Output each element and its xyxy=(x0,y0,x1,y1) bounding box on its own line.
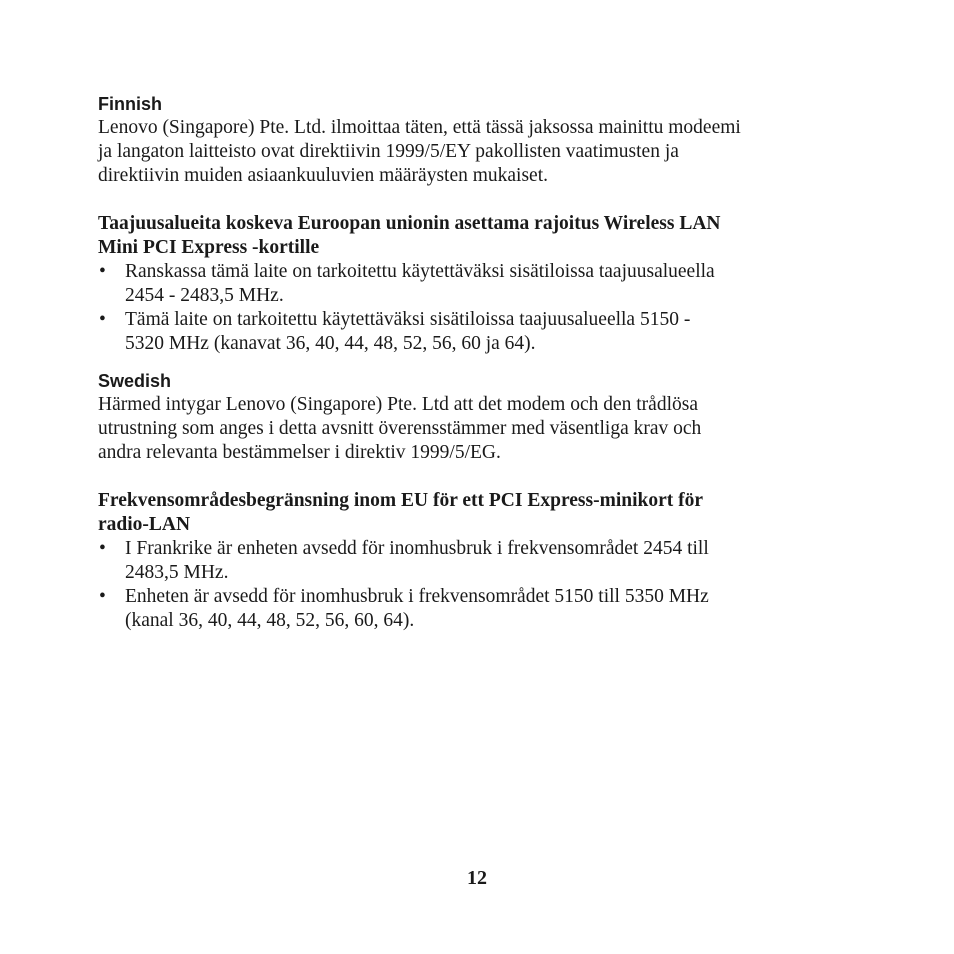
bullet-icon: • xyxy=(99,309,106,330)
swedish-paragraph-line: andra relevanta bestämmelser i direktiv 1999/5/EG. xyxy=(98,442,501,463)
list-item-line: Enheten är avsedd för inomhusbruk i frekvensområdet 5150 till 5350 MHz xyxy=(125,586,709,607)
swedish-paragraph xyxy=(98,393,868,465)
finnish-subheading xyxy=(98,212,868,260)
list-item xyxy=(98,308,868,356)
swedish-subheading-line: radio-LAN xyxy=(98,514,191,535)
finnish-heading: Finnish xyxy=(98,94,162,114)
list-item xyxy=(98,260,868,308)
document-page xyxy=(98,93,868,633)
swedish-paragraph-line: Härmed intygar Lenovo (Singapore) Pte. Ltd att det modem och den trådlösa xyxy=(98,394,698,415)
list-item-line: 2483,5 MHz. xyxy=(125,562,229,583)
list-item xyxy=(98,585,868,633)
finnish-paragraph xyxy=(98,116,868,188)
swedish-section xyxy=(98,370,868,633)
page-number: 12 xyxy=(467,867,487,889)
list-item-line: I Frankrike är enheten avsedd för inomhusbruk i frekvensområdet 2454 till xyxy=(125,538,709,559)
finnish-paragraph-line: ja langaton laitteisto ovat direktiivin 1999/5/EY pakollisten vaatimusten ja xyxy=(98,141,679,162)
swedish-paragraph-line: utrustning som anges i detta avsnitt överensstämmer med väsentliga krav och xyxy=(98,418,702,439)
swedish-heading: Swedish xyxy=(98,371,172,391)
swedish-bullet-list xyxy=(98,537,868,633)
swedish-subheading xyxy=(98,489,868,537)
finnish-paragraph-line: direktiivin muiden asiaankuuluvien määräysten mukaiset. xyxy=(98,165,549,186)
finnish-bullet-list xyxy=(98,260,868,356)
list-item-line: 5320 MHz (kanavat 36, 40, 44, 48, 52, 56, 60 ja 64). xyxy=(125,333,536,354)
list-item-line: (kanal 36, 40, 44, 48, 52, 56, 60, 64). xyxy=(125,610,415,631)
list-item-line: 2454 - 2483,5 MHz. xyxy=(125,285,284,306)
list-item-line: Ranskassa tämä laite on tarkoitettu käytettäväksi sisätiloissa taajuusalueella xyxy=(125,261,715,282)
finnish-subheading-line: Taajuusalueita koskeva Euroopan unionin asettama rajoitus Wireless LAN xyxy=(98,213,721,234)
bullet-icon: • xyxy=(99,586,106,607)
finnish-subheading-line: Mini PCI Express -kortille xyxy=(98,237,320,258)
bullet-icon: • xyxy=(99,261,106,282)
spacer xyxy=(98,465,868,489)
spacer xyxy=(98,356,868,370)
finnish-paragraph-line: Lenovo (Singapore) Pte. Ltd. ilmoittaa täten, että tässä jaksossa mainittu modeemi xyxy=(98,117,741,138)
bullet-icon: • xyxy=(99,538,106,559)
finnish-section xyxy=(98,93,868,356)
list-item xyxy=(98,537,868,585)
swedish-subheading-line: Frekvensområdesbegränsning inom EU för ett PCI Express-minikort för xyxy=(98,490,704,511)
spacer xyxy=(98,188,868,212)
list-item-line: Tämä laite on tarkoitettu käytettäväksi sisätiloissa taajuusalueella 5150 - xyxy=(125,309,691,330)
